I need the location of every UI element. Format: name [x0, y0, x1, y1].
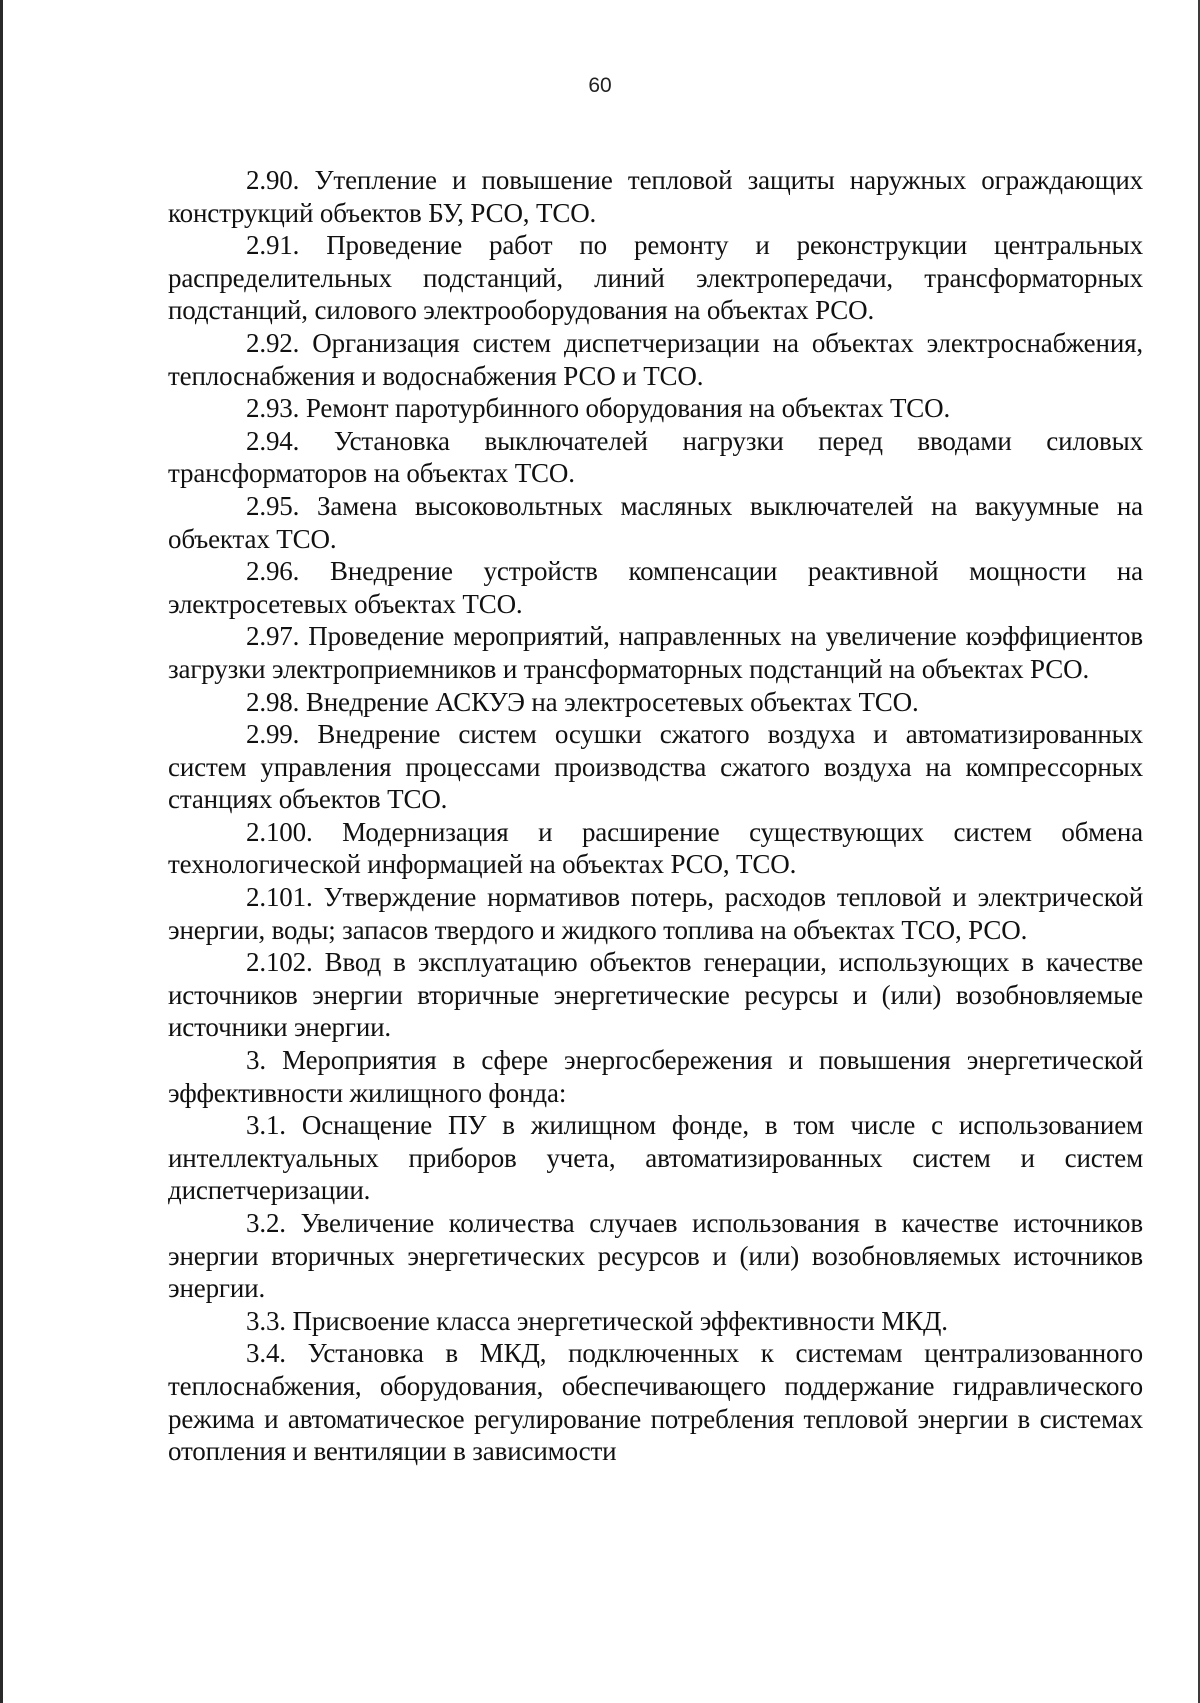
paragraph-3-2: 3.2. Увеличение количества случаев использования в качестве источников энергии вторичных энергетических ресурсов и (или) возобновляемых источников энергии. [168, 1208, 1143, 1304]
paragraph-2-95: 2.95. Замена высоковольтных масляных выключателей на вакуумные на объектах ТСО. [168, 490, 1143, 554]
scan-border-left [0, 0, 3, 1703]
document-body [168, 164, 1143, 1468]
paragraph-2-90: 2.90. Утепление и повышение тепловой защиты наружных ограждающих конструкций объектов БУ, РСО, ТСО. [168, 165, 1143, 228]
paragraph-2-100: 2.100. Модернизация и расширение существующих систем обмена технологической информацией на объектах РСО, ТСО. [168, 816, 1143, 880]
paragraph-2-96: 2.96. Внедрение устройств компенсации реактивной мощности на электросетевых объектах ТСО. [168, 556, 1143, 619]
paragraph-2-102: 2.102. Ввод в эксплуатацию объектов генерации, использующих в качестве источников энергии вторичные энергетические ресурсы и (или) возобновляемые источники энергии. [168, 947, 1143, 1043]
paragraph-3-4: 3.4. Установка в МКД, подключенных к системам централизованного теплоснабжения, оборудования, обеспечивающего поддержание гидравлического режима и автоматическое регулирование потребления тепловой энергии в системах отопления и вентиляции в зависимости [168, 1338, 1143, 1467]
paragraph-3-1: 3.1. Оснащение ПУ в жилищном фонде, в том числе с использованием интеллектуальных приборов учета, автоматизированных систем и систем диспетчеризации. [168, 1110, 1143, 1206]
paragraph-section-3: 3. Мероприятия в сфере энергосбережения и повышения энергетической эффективности жилищного фонда: [168, 1045, 1143, 1108]
paragraph-2-101: 2.101. Утверждение нормативов потерь, расходов тепловой и электрической энергии, воды; запасов твердого и жидкого топлива на объектах ТСО, РСО. [168, 882, 1143, 945]
paragraph-2-92: 2.92. Организация систем диспетчеризации на объектах электроснабжения, теплоснабжения и водоснабжения РСО и ТСО. [168, 327, 1143, 391]
paragraph-2-94: 2.94. Установка выключателей нагрузки перед вводами силовых трансформаторов на объектах ТСО. [168, 425, 1143, 489]
paragraph-3-3: 3.3. Присвоение класса энергетической эффективности МКД. [246, 1305, 948, 1336]
paragraph-2-99: 2.99. Внедрение систем осушки сжатого воздуха и автоматизированных систем управления процессами производства сжатого воздуха на компрессорных станциях объектов ТСО. [168, 719, 1143, 815]
paragraph-2-98: 2.98. Внедрение АСКУЭ на электросетевых объектах ТСО. [246, 686, 919, 717]
paragraph-2-91: 2.91. Проведение работ по ремонту и реконструкции центральных распределительных подстанций, линий электропередачи, трансформаторных подстанций, силового электрооборудования на объектах РСО. [168, 230, 1143, 326]
page-number: 60 [588, 74, 612, 97]
paragraph-2-93: 2.93. Ремонт паротурбинного оборудования на объектах ТСО. [246, 393, 951, 424]
paragraph-2-97: 2.97. Проведение мероприятий, направленных на увеличение коэффициентов загрузки электроприемников и трансформаторных подстанций на объектах РСО. [168, 621, 1143, 684]
